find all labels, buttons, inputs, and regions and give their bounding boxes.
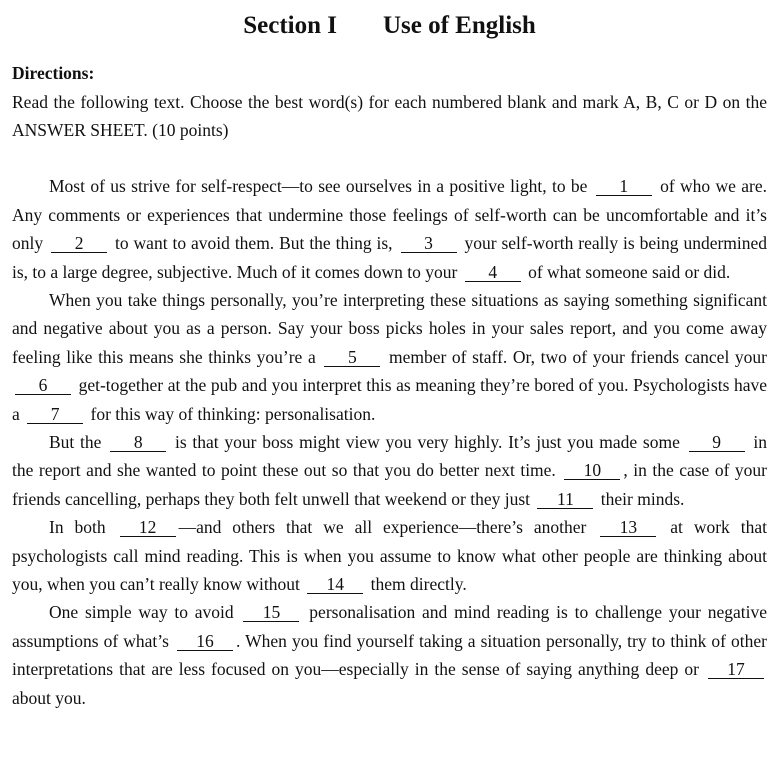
passage-paragraph-3 [12, 428, 767, 513]
blank-11: 11 [537, 490, 593, 509]
blank-2: 2 [51, 234, 107, 253]
blank-15: 15 [243, 603, 299, 622]
paragraph-text: get-together at the pub and you interpret this as meaning they’re bored of you. Psychologists have a [12, 375, 768, 424]
paragraph-text: in the report and she wanted to point these out so that you do better next time. [12, 431, 768, 481]
paragraph-text: . When you find yourself taking a situation personally, try to think of other interpretations that are less focused on you—especially in the sense of saying anything deep or [12, 630, 768, 680]
paragraph-text: , in the case of your friends cancelling, perhaps they both felt unwell that weekend or they just [12, 460, 767, 509]
paragraph-text: about you. [12, 687, 86, 708]
paragraph-text: is that your boss might view you very highly. It’s just you made some [174, 431, 680, 452]
paragraph-text: Most of us strive for self-respect—to see ourselves in a positive light, to be [49, 176, 588, 197]
blank-5: 5 [324, 348, 380, 367]
section-title [12, 0, 767, 50]
blank-3: 3 [401, 234, 457, 253]
paragraph-text: their minds. [600, 488, 685, 509]
paragraph-text: When you take things personally, you’re interpreting these situations as saying something significant and negative about you as a person. Say your boss picks holes in your sales report, and you come away feeling like this means she thinks you’re a [12, 289, 767, 367]
section-number: Section I [243, 12, 337, 39]
blank-17: 17 [708, 660, 764, 679]
paragraph-text: member of staff. Or, two of your friends cancel your [388, 346, 768, 367]
directions-heading: Directions: [12, 63, 95, 83]
paragraph-text: —and others that we all experience—there’s another [178, 517, 587, 538]
paragraph-text: at work that psychologists call mind reading. This is when you assume to know what other people are thinking about you, when you can’t really know without [12, 517, 767, 594]
blank-7: 7 [27, 405, 83, 424]
paragraph-text: them directly. [370, 574, 467, 594]
blank-13: 13 [600, 518, 656, 537]
paragraph-text: of what someone said or did. [528, 261, 731, 282]
passage-paragraph-4 [12, 513, 767, 598]
paragraph-text: But the [49, 431, 102, 452]
blank-4: 4 [465, 263, 521, 282]
directions-text: Read the following text. Choose the best word(s) for each numbered blank and mark A, B, C or D on the ANSWER SHEET. (10 points) [12, 91, 767, 140]
paragraph-text: One simple way to avoid [49, 602, 234, 623]
passage-paragraph-5 [12, 598, 767, 712]
blank-1: 1 [596, 177, 652, 196]
paragraph-text: of who we are. Any comments or experiences that undermine those feelings of self-worth can be uncomfortable and it’s only [12, 176, 768, 254]
blank-10: 10 [564, 461, 620, 480]
passage-paragraph-1 [12, 172, 767, 286]
blank-12: 12 [120, 518, 176, 537]
paragraph-text: In both [49, 517, 106, 538]
blank-14: 14 [307, 575, 363, 594]
blank-16: 16 [177, 632, 233, 651]
blank-6: 6 [15, 376, 71, 395]
section-subject: Use of English [382, 12, 536, 39]
paragraph-text: to want to avoid them. But the thing is, [115, 233, 393, 254]
blank-9: 9 [689, 433, 745, 452]
passage-paragraph-2 [12, 286, 767, 428]
paragraph-text: your self-worth really is being undermined is, to a large degree, subjective. Much of it comes down to your [12, 233, 768, 282]
paragraph-text: personalisation and mind reading is to challenge your negative assumptions of what’s [12, 602, 768, 651]
paragraph-text: for this way of thinking: personalisation. [90, 403, 376, 424]
blank-8: 8 [110, 433, 166, 452]
